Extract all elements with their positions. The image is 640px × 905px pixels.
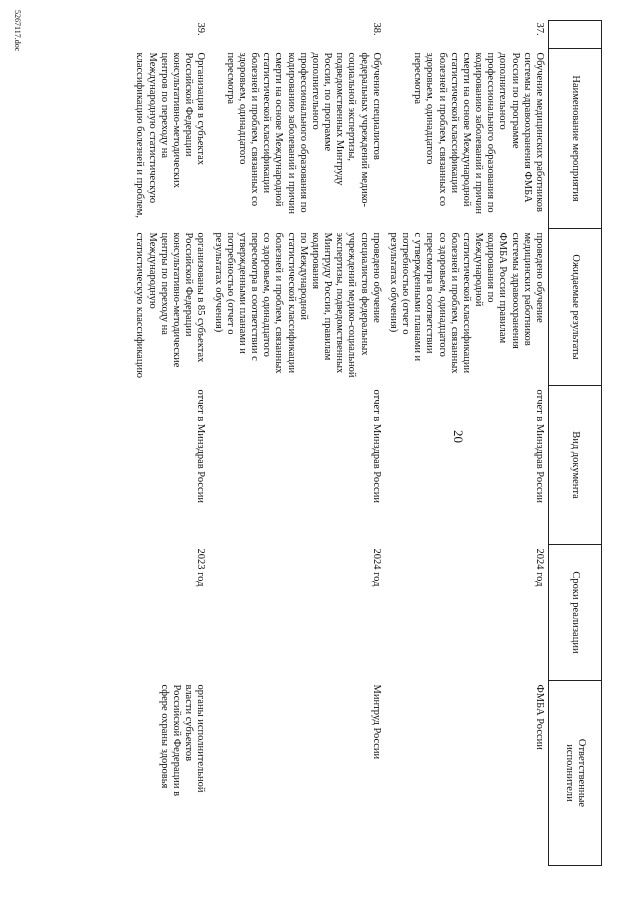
row-number: 38. <box>370 22 382 36</box>
term: 2023 год <box>195 548 207 587</box>
document-filename: 5267117.doc <box>13 10 22 52</box>
expected-results: проведено обучение специалистов федеральных учреждений медико-социальной экспертизы, подведомственных Минтруду России, правилам кодирования по Международной статистической классификации болезней и проблем, связанных со здоровьем, одинадцатого пересмотра в соответствии с утвержденными планами и потребностью (отчет о результатах обучения) <box>212 232 382 378</box>
header-term: Сроки реализации <box>549 545 602 681</box>
executors: ФМБА России <box>534 684 545 750</box>
header-expected-results: Ожидаемые результаты <box>549 229 602 386</box>
document-type: отчет в Минздрав России <box>534 389 545 503</box>
row-number: 39. <box>195 22 207 36</box>
table-row <box>209 21 384 866</box>
row-number: 37. <box>534 22 545 36</box>
executors: Минтруд России <box>370 684 382 760</box>
header-executors: Ответственные исполнители <box>549 681 602 866</box>
term: 2024 год <box>370 548 382 587</box>
measure-name: Обучение медицинских работников системы здравоохранения ФМБА России по программе дополнительного профессионального образования по кодированию заболеваний и причин смерти на основе Международной статистической классификации болезней и проблем, связанных со здоровьем, одинадцатого пересмотра <box>412 52 545 215</box>
document-type: отчет в Минздрав России <box>370 389 382 503</box>
measure-name: Обучение специалистов федеральных учреждений медико- социальной экспертизы, подведомственных Минтруду России, по программе дополнительного профессионального образования по кодированию заболеваний и причин смерти на основе Международной статистической классификации болезней и проблем, связанных со здоровьем, одинадцатого пересмотра <box>224 52 382 215</box>
term: 2024 год <box>534 548 545 587</box>
header-document-type: Вид документа <box>549 386 602 545</box>
expected-results: организованы в 85 субъектах Российской Федерации консультативно-методические центры по переходу на Международную статистическую классификацию <box>134 232 207 378</box>
table-header-row <box>549 21 602 866</box>
expected-results: проведено обучение медицинских работников системы здравоохранения ФМБА России правилам кодирования по Международной статистической классификации болезней и проблем, связанных со здоровьем, одинадцатого пересмотра в соответствии с утвержденными планами и потребностью (отчет о результатах обучения) <box>387 232 545 374</box>
measures-table <box>131 20 602 866</box>
header-number <box>549 21 602 49</box>
table-row <box>385 21 549 866</box>
executors: органы исполнительной власти субъектов Российской Федерации в сфере охраны здоровья <box>158 684 207 797</box>
document-type: отчет в Минздрав России <box>195 389 207 503</box>
measure-name: Организация в субъектах Российской Федерации консультативно-методических центров по переходу на Международную статистическую классификацию болезней и проблем, <box>134 52 207 218</box>
page-number: 20 <box>451 430 466 443</box>
table-row <box>131 21 209 866</box>
header-measure-name: Наименование мероприятия <box>549 49 602 229</box>
